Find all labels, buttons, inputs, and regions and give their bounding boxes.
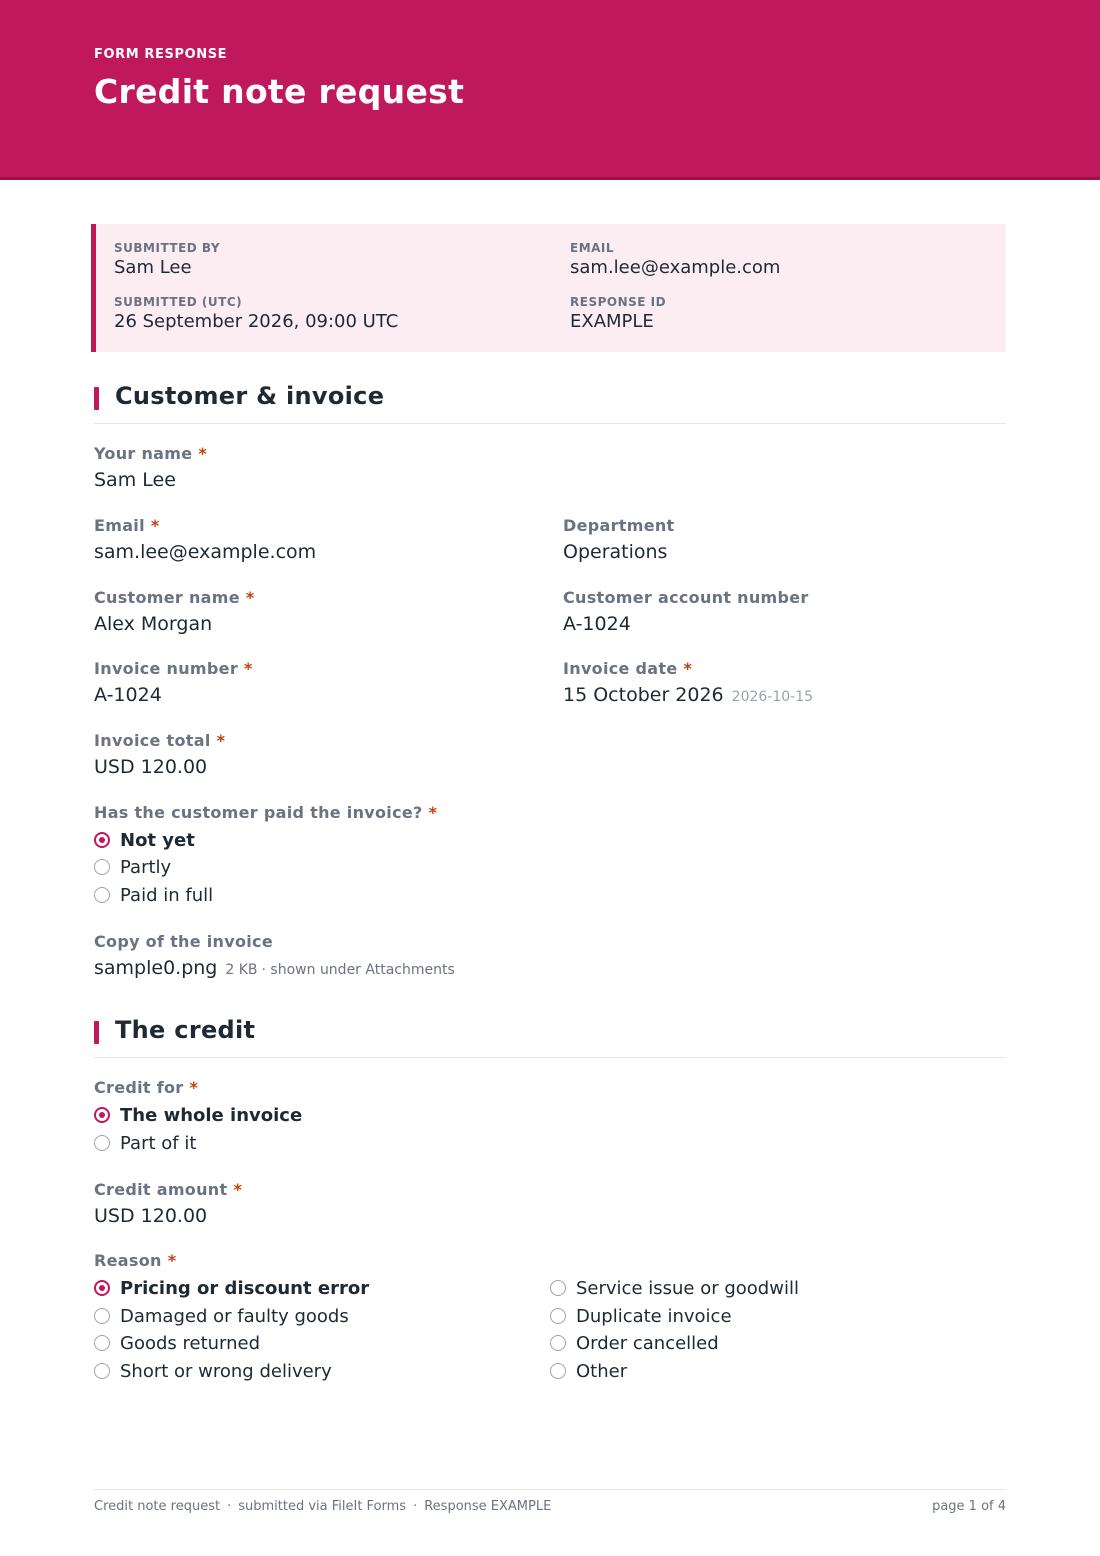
meta-response-id — [570, 295, 666, 332]
meta-response-id-value: EXAMPLE — [570, 311, 654, 332]
radio-label: Service issue or goodwill — [576, 1277, 799, 1299]
radio-selected-icon — [94, 1107, 110, 1123]
footer-form-name: Credit note request — [94, 1499, 221, 1514]
radio-selected-icon — [94, 1280, 110, 1296]
radio-unselected-icon — [94, 1135, 110, 1151]
field-value: USD 120.00 — [94, 756, 208, 778]
radio-option-other[interactable] — [550, 1358, 627, 1384]
field-paid-status — [94, 803, 437, 822]
field-customer-account-number — [563, 588, 809, 635]
footer-page-number: page 1 of 4 — [932, 1499, 1006, 1514]
meta-submitted-by-label: SUBMITTED BY — [114, 241, 221, 255]
required-marker: * — [244, 659, 253, 678]
attachment-size: 2 KB — [225, 962, 258, 978]
field-value: 15 October 2026 2026-10-15 — [563, 684, 814, 706]
required-marker: * — [198, 444, 208, 463]
required-marker: * — [216, 731, 226, 750]
field-email — [94, 516, 316, 563]
radio-label: Goods returned — [120, 1332, 261, 1354]
field-reason — [94, 1251, 176, 1270]
radio-option-not-yet[interactable] — [94, 827, 195, 853]
radio-unselected-icon — [94, 887, 110, 903]
field-invoice-copy — [94, 932, 455, 979]
radio-option-order-cancelled[interactable] — [550, 1330, 719, 1356]
required-marker: * — [189, 1078, 199, 1097]
field-department — [563, 516, 674, 563]
field-invoice-number — [94, 659, 253, 706]
radio-unselected-icon — [550, 1335, 566, 1351]
meta-submitted-utc — [114, 295, 398, 332]
meta-submitted-utc-value: 26 September 2026, 09:00 UTC — [114, 311, 399, 332]
footer-separator: · — [227, 1499, 232, 1514]
attachment-filename[interactable]: sample0.png — [94, 957, 218, 979]
radio-label: Partly — [120, 856, 172, 878]
field-label: Invoice date * — [563, 659, 693, 678]
radio-option-goods-returned[interactable] — [94, 1330, 260, 1356]
meta-email — [570, 241, 780, 278]
field-value: A-1024 — [94, 684, 162, 706]
meta-response-id-label: RESPONSE ID — [570, 295, 667, 309]
radio-unselected-icon — [94, 859, 110, 875]
radio-label: Order cancelled — [576, 1332, 719, 1354]
meta-email-value: sam.lee@example.com — [570, 257, 781, 278]
radio-label: The whole invoice — [120, 1104, 303, 1126]
header-kicker: FORM RESPONSE — [94, 47, 228, 62]
page-footer — [94, 1489, 1006, 1514]
footer-separator: · — [413, 1499, 418, 1514]
field-label: Reason * — [94, 1251, 177, 1270]
section-accent-bar — [94, 387, 99, 410]
radio-unselected-icon — [550, 1280, 566, 1296]
radio-option-short-delivery[interactable] — [94, 1358, 332, 1384]
radio-unselected-icon — [94, 1363, 110, 1379]
footer-left — [94, 1499, 551, 1514]
field-credit-for — [94, 1078, 198, 1097]
required-marker: * — [233, 1180, 243, 1199]
section-customer-invoice — [94, 384, 1006, 424]
section-title: The credit — [115, 1016, 256, 1044]
radio-unselected-icon — [94, 1335, 110, 1351]
field-label: Customer name * — [94, 588, 255, 607]
radio-option-part-of-it[interactable] — [94, 1130, 196, 1156]
radio-option-whole-invoice[interactable] — [94, 1102, 302, 1128]
page-header — [0, 0, 1100, 180]
field-value: Operations — [563, 541, 668, 563]
radio-option-paid-in-full[interactable] — [94, 882, 213, 908]
section-title: Customer & invoice — [115, 382, 385, 410]
required-marker: * — [150, 516, 160, 535]
attachment-entry — [94, 957, 455, 979]
page-title: Credit note request — [94, 72, 465, 111]
meta-submitted-by-value: Sam Lee — [114, 257, 192, 278]
required-marker: * — [245, 588, 255, 607]
radio-label: Short or wrong delivery — [120, 1360, 332, 1382]
field-label: Credit for * — [94, 1078, 199, 1097]
field-your-name — [94, 444, 207, 491]
field-invoice-total — [94, 731, 225, 778]
radio-option-pricing-error[interactable] — [94, 1275, 369, 1301]
iso-date: 2026-10-15 — [731, 689, 814, 705]
radio-option-duplicate-invoice[interactable] — [550, 1303, 732, 1329]
meta-email-label: EMAIL — [570, 241, 615, 255]
radio-unselected-icon — [94, 1308, 110, 1324]
attachment-note: · shown under Attachments — [261, 962, 455, 978]
field-label: Department — [563, 516, 675, 535]
field-label: Copy of the invoice — [94, 932, 273, 951]
required-marker: * — [167, 1251, 177, 1270]
radio-label: Duplicate invoice — [576, 1305, 732, 1327]
radio-label: Paid in full — [120, 884, 214, 906]
field-label: Email * — [94, 516, 160, 535]
field-value: Sam Lee — [94, 469, 176, 491]
footer-response: Response EXAMPLE — [424, 1499, 552, 1514]
field-value: Alex Morgan — [94, 613, 213, 635]
footer-via: submitted via FileIt Forms — [238, 1499, 407, 1514]
field-label: Invoice number * — [94, 659, 253, 678]
radio-option-service-issue[interactable] — [550, 1275, 799, 1301]
radio-option-partly[interactable] — [94, 854, 171, 880]
section-the-credit — [94, 1018, 1006, 1058]
radio-label: Part of it — [120, 1132, 197, 1154]
required-marker: * — [428, 803, 438, 822]
field-credit-amount — [94, 1180, 242, 1227]
field-customer-name — [94, 588, 255, 635]
meta-submitted-utc-label: SUBMITTED (UTC) — [114, 295, 243, 309]
field-label: Credit amount * — [94, 1180, 243, 1199]
field-label: Has the customer paid the invoice? * — [94, 803, 438, 822]
meta-submitted-by — [114, 241, 220, 278]
radio-label: Not yet — [120, 829, 195, 851]
radio-unselected-icon — [550, 1363, 566, 1379]
radio-unselected-icon — [550, 1308, 566, 1324]
submission-meta — [91, 224, 1006, 352]
required-marker: * — [683, 659, 693, 678]
field-label: Customer account number — [563, 588, 809, 607]
field-value: A-1024 — [563, 613, 631, 635]
field-value: USD 120.00 — [94, 1205, 208, 1227]
section-accent-bar — [94, 1021, 99, 1044]
field-label: Invoice total * — [94, 731, 226, 750]
radio-selected-icon — [94, 832, 110, 848]
field-value: sam.lee@example.com — [94, 541, 317, 563]
radio-option-damaged-goods[interactable] — [94, 1303, 349, 1329]
radio-label: Damaged or faulty goods — [120, 1305, 349, 1327]
radio-label: Other — [576, 1360, 628, 1382]
field-invoice-date — [563, 659, 813, 706]
radio-label: Pricing or discount error — [120, 1277, 370, 1299]
field-label: Your name * — [94, 444, 208, 463]
